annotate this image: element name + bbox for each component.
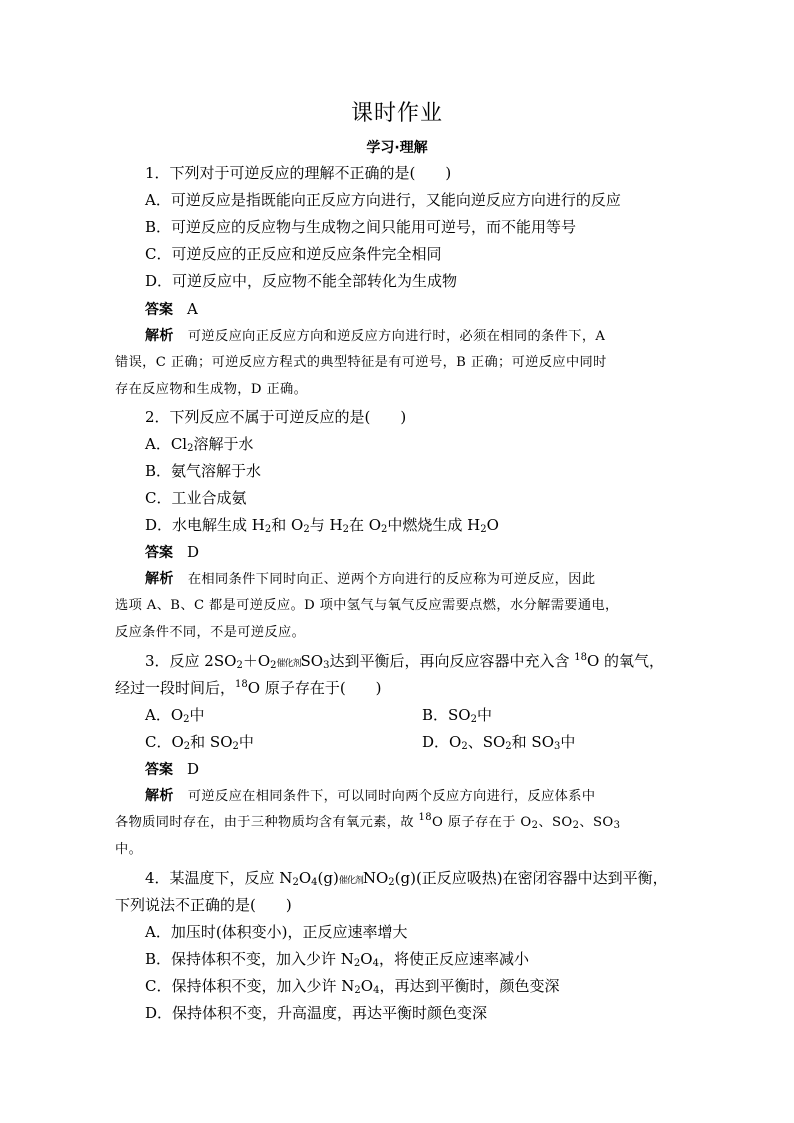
q1-option-b: B．可逆反应的反应物与生成物之间只能用可逆号，而不能用等号 bbox=[145, 218, 577, 236]
q1-option-d: D．可逆反应中，反应物不能全部转化为生成物 bbox=[145, 272, 458, 290]
q2-stem: 2．下列反应不属于可逆反应的是( ) bbox=[145, 408, 407, 426]
q3-explanation-line: 解析 可逆反应在相同条件下，可以同时向两个反应方向进行，反应体系中 bbox=[145, 788, 596, 804]
q3-option-a: A．$O_2$中 bbox=[145, 706, 205, 725]
q3-stem: 3．反应 $2SO_2+O_2$催化剂$SO_3$达到平衡后，再向反应容器中充入含 $^{18}$O 的氧气， bbox=[145, 652, 665, 671]
q4-option-d: D．保持体积不变，升高温度，再达平衡时颜色变深 bbox=[145, 1004, 488, 1022]
q4-option-b: B．保持体积不变，加入少许 $N_2O_4$，将使正反应速率减小 bbox=[145, 950, 529, 969]
q2-option-c: C．工业合成氨 bbox=[145, 489, 247, 507]
answer-label: 答案 bbox=[145, 762, 173, 778]
q4-option-a: A．加压时(体积变小)，正反应速率增大 bbox=[145, 923, 408, 941]
section-subtitle: 学习·理解 bbox=[366, 140, 428, 156]
q3-explanation-line: 各物质同时存在，由于三种物质均含有氧元素，故 $^{18}$O 原子存在于 $O_2$、$SO_2$、$SO_3$ bbox=[115, 812, 621, 831]
q1-explanation-line: 存在反应物和生成物，D 正确。 bbox=[115, 382, 308, 397]
q3-stem-cont: 经过一段时间后，$^{18}$O 原子存在于( ) bbox=[115, 679, 382, 697]
reversible-arrow-icon: 催化剂 bbox=[276, 659, 301, 669]
q2-option-b: B．氨气溶解于水 bbox=[145, 462, 262, 480]
q3-answer-value: D bbox=[187, 760, 200, 778]
q3-option-c: C．$O_2$和 $SO_2$中 bbox=[145, 733, 254, 752]
q4-option-c: C．保持体积不变，加入少许 $N_2O_4$，再达到平衡时，颜色变深 bbox=[145, 977, 560, 996]
explanation-label: 解析 bbox=[145, 571, 174, 587]
q4-stem: 4．某温度下，反应 $N_2O_4(g)$催化剂$NO_2(g)$(正反应吸热)在密闭容器中达到平衡， bbox=[145, 869, 668, 888]
q2-explanation-line: 反应条件不同，不是可逆反应。 bbox=[115, 625, 306, 640]
q2-option-d: D．水电解生成 $H_2$和 $O_2$与 $H_2$在 $O_2$中燃烧生成 $H_2O$ bbox=[145, 516, 499, 535]
q2-answer-value: D bbox=[187, 543, 200, 561]
q2-option-a: A．$Cl_2$溶解于水 bbox=[145, 435, 254, 454]
explanation-label: 解析 bbox=[145, 788, 174, 804]
q1-stem: 1．下列对于可逆反应的理解不正确的是( ) bbox=[145, 164, 452, 182]
q2-explanation-line: 选项 A、B、C 都是可逆反应。D 项中氢气与氧气反应需要点燃，水分解需要通电， bbox=[115, 598, 619, 613]
q2-answer bbox=[145, 542, 199, 563]
q1-explanation-line: 解析 可逆反应向正反应方向和逆反应方向进行时，必须在相同的条件下，A bbox=[145, 328, 606, 344]
q3-explanation-line: 中。 bbox=[115, 842, 143, 857]
reversible-arrow-icon: 催化剂 bbox=[338, 876, 363, 886]
q4-stem-cont: 下列说法不正确的是( ) bbox=[115, 896, 292, 914]
q3-answer bbox=[145, 759, 199, 780]
q1-option-c: C．可逆反应的正反应和逆反应条件完全相同 bbox=[145, 245, 442, 263]
q1-option-a: A．可逆反应是指既能向正反应方向进行，又能向逆反应方向进行的反应 bbox=[145, 191, 621, 209]
q1-answer bbox=[145, 299, 198, 320]
q1-answer-value: A bbox=[187, 300, 198, 318]
page-title: 课时作业 bbox=[350, 101, 443, 126]
q1-explanation-line: 错误，C 正确；可逆反应方程式的典型特征是有可逆号，B 正确；可逆反应中同时 bbox=[115, 355, 607, 370]
answer-label: 答案 bbox=[145, 302, 173, 318]
q3-option-b: B．$SO_2$中 bbox=[422, 706, 492, 725]
explanation-label: 解析 bbox=[145, 328, 174, 344]
answer-label: 答案 bbox=[145, 545, 173, 561]
q3-option-d: D．$O_2$、$SO_2$和 $SO_3$中 bbox=[422, 733, 576, 752]
q2-explanation-line: 解析 在相同条件下同时向正、逆两个方向进行的反应称为可逆反应，因此 bbox=[145, 571, 596, 587]
